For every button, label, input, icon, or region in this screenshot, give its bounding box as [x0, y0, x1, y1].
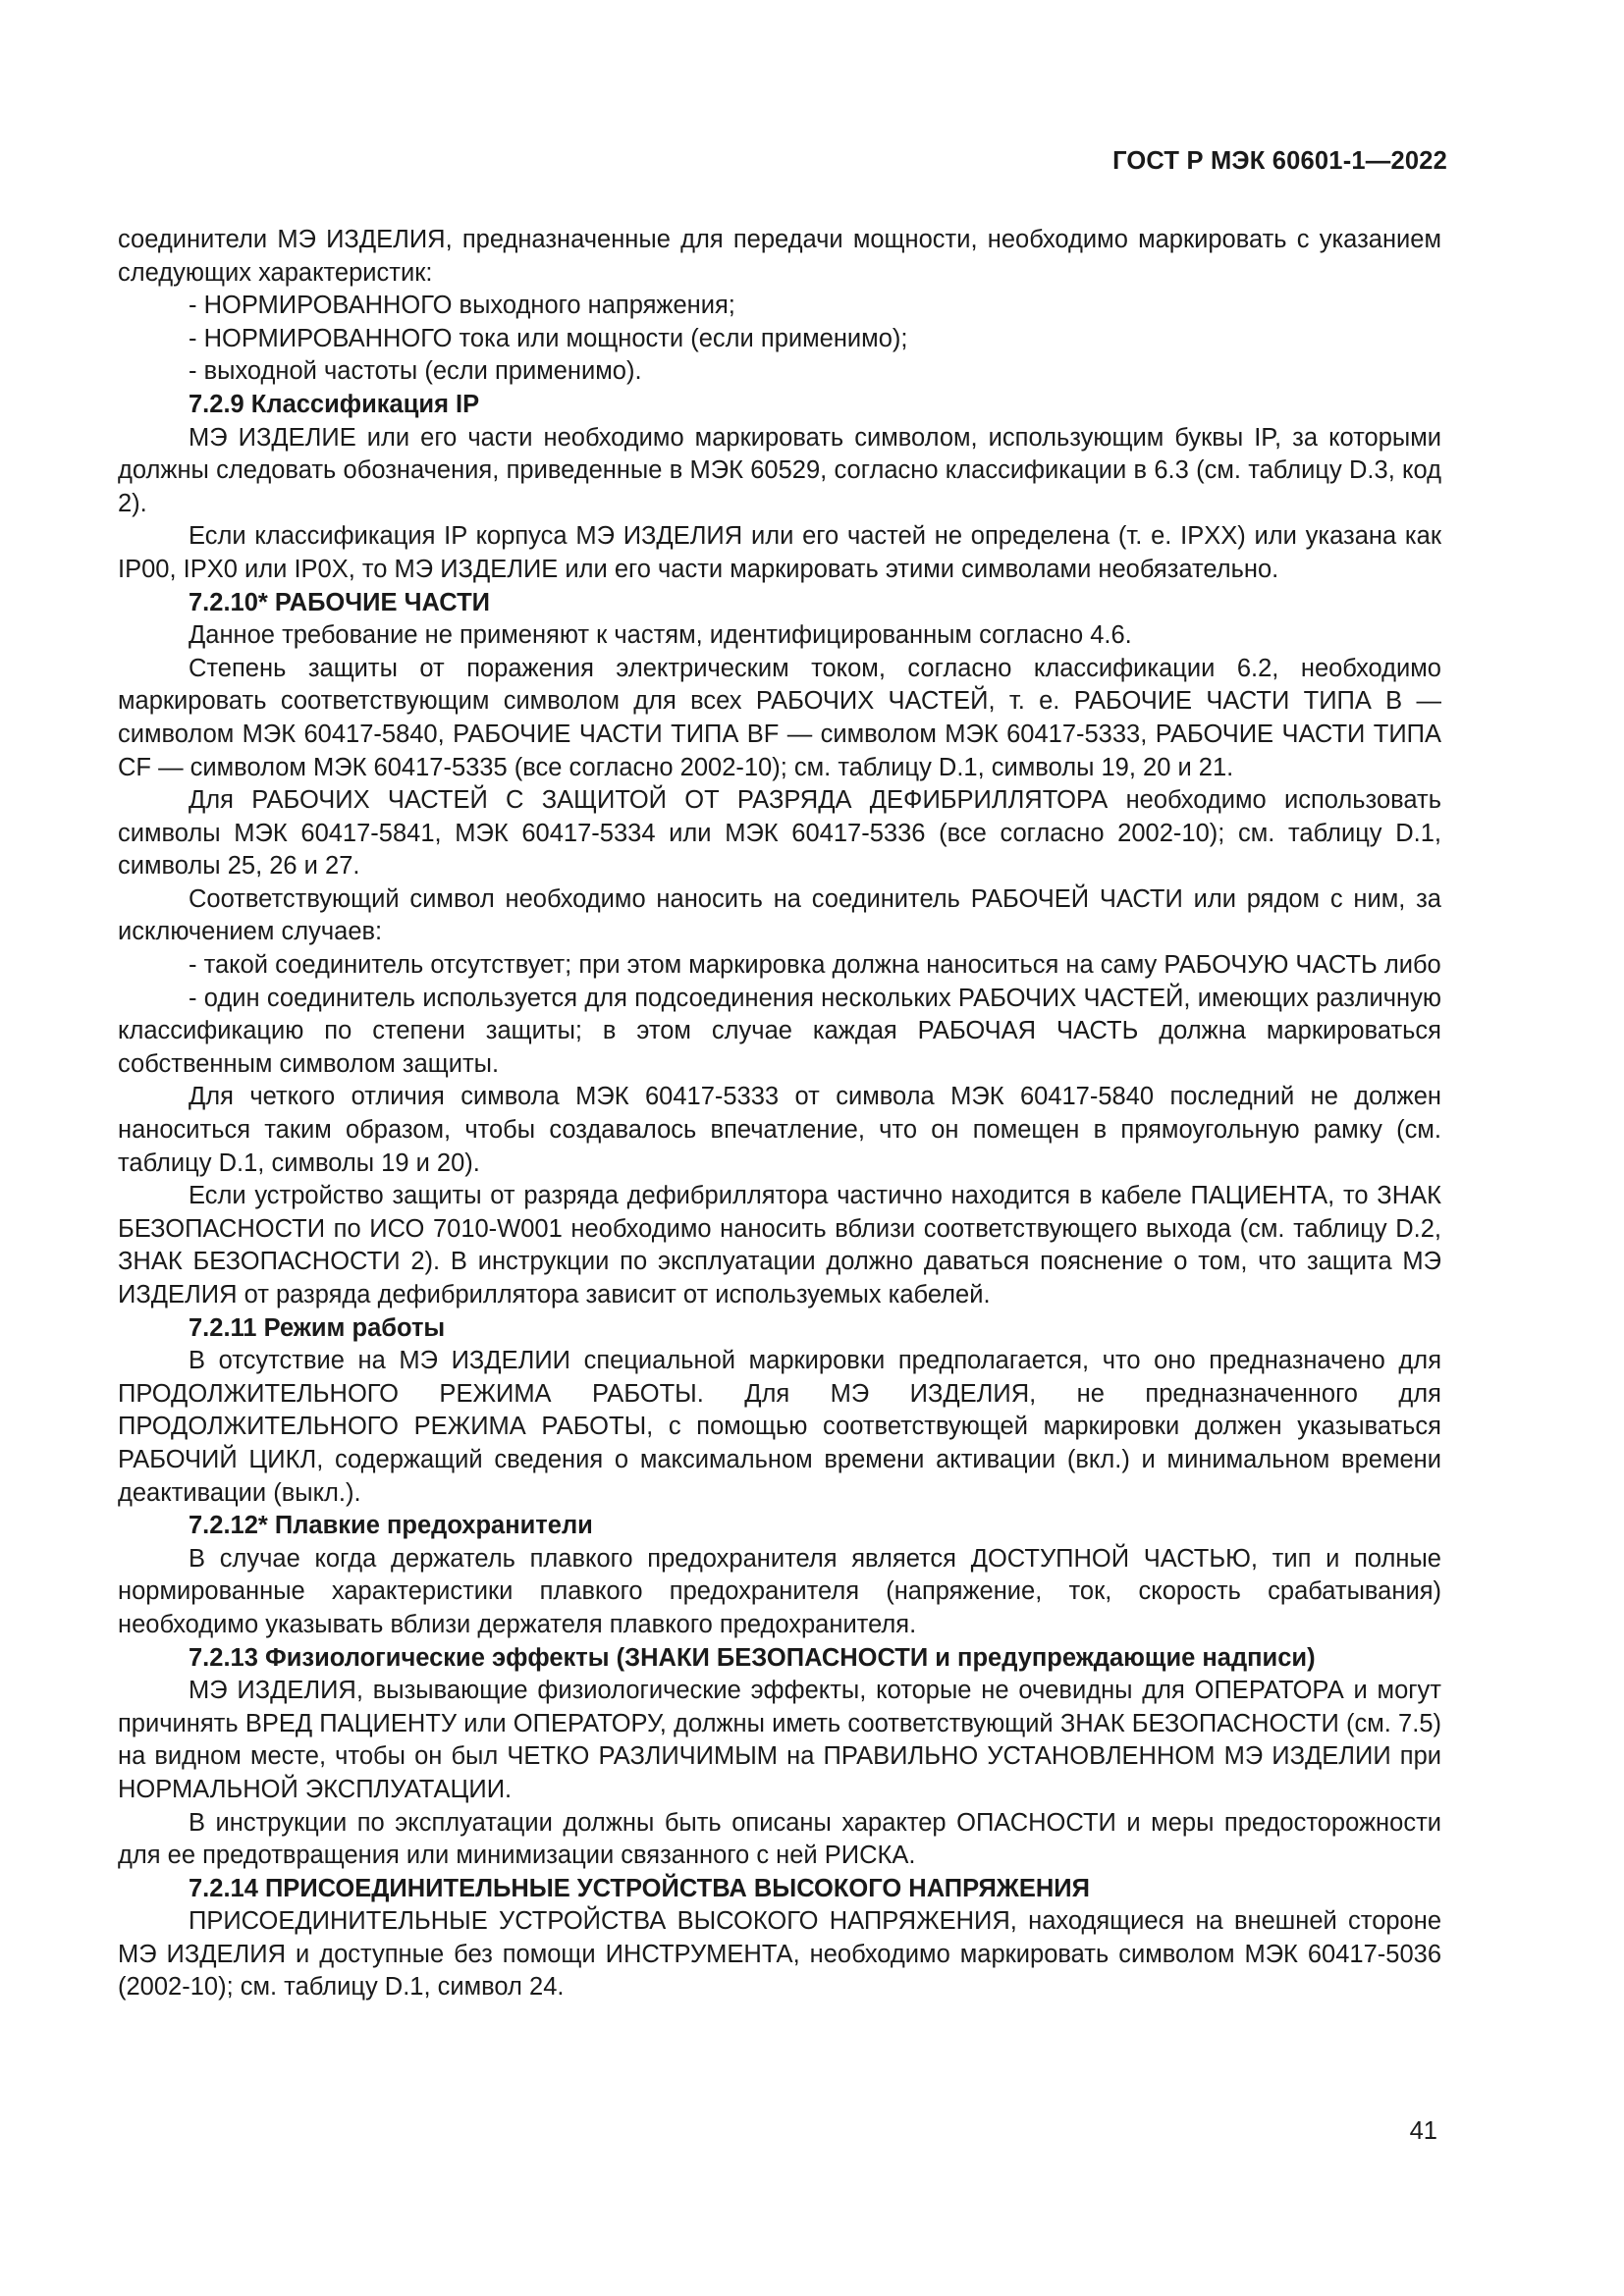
paragraph: ПРИСОЕДИНИТЕЛЬНЫЕ УСТРОЙСТВА ВЫСОКОГО НАПРЯЖЕНИЯ, находящиеся на внешней стороне МЭ ИЗДЕЛИЯ и доступные без помощи ИНСТРУМЕНТА, необходимо маркировать символом МЭК 60417-5036 (2002-10); см. таблицу D.1, символ 24.: [118, 1907, 1441, 2002]
list-item: - НОРМИРОВАННОГО тока или мощности (если применимо);: [189, 324, 908, 352]
paragraph: соединители МЭ ИЗДЕЛИЯ, предназначенные для передачи мощности, необходимо маркировать с указанием следующих характеристик:: [118, 226, 1441, 287]
paragraph: В инструкции по эксплуатации должны быть описаны характер ОПАСНОСТИ и меры предосторожности для ее предотвращения или минимизации связанного с ней РИСКА.: [118, 1808, 1441, 1870]
paragraph: Если классификация IP корпуса МЭ ИЗДЕЛИЯ или его частей не определена (т. е. IPXX) или указана как IP00, IPX0 или IP0X, то МЭ ИЗДЕЛИЕ или его части маркировать этими символами необязательно.: [118, 522, 1441, 583]
paragraph: Соответствующий символ необходимо наносить на соединитель РАБОЧЕЙ ЧАСТИ или рядом с ним, за исключением случаев:: [118, 884, 1441, 946]
paragraph: МЭ ИЗДЕЛИЯ, вызывающие физиологические эффекты, которые не очевидны для ОПЕРАТОРА и могут причинять ВРЕД ПАЦИЕНТУ или ОПЕРАТОРУ, должны иметь соответствующий ЗНАК БЕЗОПАСНОСТИ (см. 7.5) на видном месте, чтобы он был ЧЕТКО РАЗЛИЧИМЫМ на ПРАВИЛЬНО УСТАНОВЛЕННОМ МЭ ИЗДЕЛИИ при НОРМАЛЬНОЙ ЭКСПЛУАТАЦИИ.: [118, 1677, 1441, 1803]
page-number: 41: [1409, 2117, 1437, 2145]
paragraph: МЭ ИЗДЕЛИЕ или его части необходимо маркировать символом, использующим буквы IP, за которыми должны следовать обозначения, приведенные в МЭК 60529, согласно классификации в 6.3 (см. таблицу D.3, код 2).: [118, 423, 1441, 517]
paragraph: Для РАБОЧИХ ЧАСТЕЙ С ЗАЩИТОЙ ОТ РАЗРЯДА ДЕФИБРИЛЛЯТОРА необходимо использовать символы МЭК 60417-5841, МЭК 60417-5334 или МЭК 60417-5336 (все согласно 2002-10); см. таблицу D.1, символы 25, 26 и 27.: [118, 786, 1441, 881]
document-body: [118, 224, 1441, 2004]
section-heading: 7.2.12* Плавкие предохранители: [189, 1512, 593, 1540]
paragraph: - такой соединитель отсутствует; при этом маркировка должна наноситься на саму РАБОЧУЮ ЧАСТЬ либо: [189, 951, 1441, 980]
paragraph: В случае когда держатель плавкого предохранителя является ДОСТУПНОЙ ЧАСТЬЮ, тип и полные нормированные характеристики плавкого предохранителя (напряжение, ток, скорость срабатывания) необходимо указывать вблизи держателя плавкого предохранителя.: [118, 1544, 1441, 1638]
paragraph: Если устройство защиты от разряда дефибриллятора частично находится в кабеле ПАЦИЕНТА, то ЗНАК БЕЗОПАСНОСТИ по ИСО 7010-W001 необходимо наносить вблизи соответствующего выхода (см. таблицу D.2, ЗНАК БЕЗОПАСНОСТИ 2). В инструкции по эксплуатации должно даваться пояснение о том, что защита МЭ ИЗДЕЛИЯ от разряда дефибриллятора зависит от используемых кабелей.: [118, 1182, 1441, 1308]
paragraph: Данное требование не применяют к частям, идентифицированным согласно 4.6.: [189, 621, 1132, 650]
paragraph: В отсутствие на МЭ ИЗДЕЛИИ специальной маркировки предполагается, что оно предназначено для ПРОДОЛЖИТЕЛЬНОГО РЕЖИМА РАБОТЫ. Для МЭ ИЗДЕЛИЯ, не предназначенного для ПРОДОЛЖИТЕЛЬНОГО РЕЖИМА РАБОТЫ, с помощью соответствующей маркировки должен указываться РАБОЧИЙ ЦИКЛ, содержащий сведения о максимальном времени активации (вкл.) и минимальном времени деактивации (выкл.).: [118, 1347, 1441, 1507]
section-heading: 7.2.10* РАБОЧИЕ ЧАСТИ: [189, 588, 490, 616]
paragraph: Для четкого отличия символа МЭК 60417-5333 от символа МЭК 60417-5840 последний не должен наноситься таким образом, чтобы создавалось впечатление, что он помещен в прямоугольную рамку (см. таблицу D.1, символы 19 и 20).: [118, 1083, 1441, 1177]
list-item: - выходной частоты (если применимо).: [189, 357, 642, 386]
section-heading: 7.2.11 Режим работы: [189, 1313, 446, 1342]
paragraph: Степень защиты от поражения электрическим током, согласно классификации 6.2, необходимо маркировать соответствующим символом для всех РАБОЧИХ ЧАСТЕЙ, т. е. РАБОЧИЕ ЧАСТИ ТИПА В — символом МЭК 60417-5840, РАБОЧИЕ ЧАСТИ ТИПА BF — символом МЭК 60417-5333, РАБОЧИЕ ЧАСТИ ТИПА CF — символом МЭК 60417-5335 (все согласно 2002-10); см. таблицу D.1, символы 19, 20 и 21.: [118, 654, 1441, 781]
section-heading: 7.2.13 Физиологические эффекты (ЗНАКИ БЕЗОПАСНОСТИ и предупреждающие надписи): [189, 1643, 1316, 1672]
list-item: - НОРМИРОВАННОГО выходного напряжения;: [189, 292, 735, 320]
paragraph: - один соединитель используется для подсоединения нескольких РАБОЧИХ ЧАСТЕЙ, имеющих различную классификацию по степени защиты; в этом случае каждая РАБОЧАЯ ЧАСТЬ должна маркироваться собственным символом защиты.: [118, 984, 1441, 1078]
section-heading: 7.2.9 Классификация IP: [189, 390, 480, 418]
section-heading: 7.2.14 ПРИСОЕДИНИТЕЛЬНЫЕ УСТРОЙСТВА ВЫСОКОГО НАПРЯЖЕНИЯ: [189, 1874, 1090, 1902]
document-header: ГОСТ Р МЭК 60601-1—2022: [1112, 147, 1447, 175]
